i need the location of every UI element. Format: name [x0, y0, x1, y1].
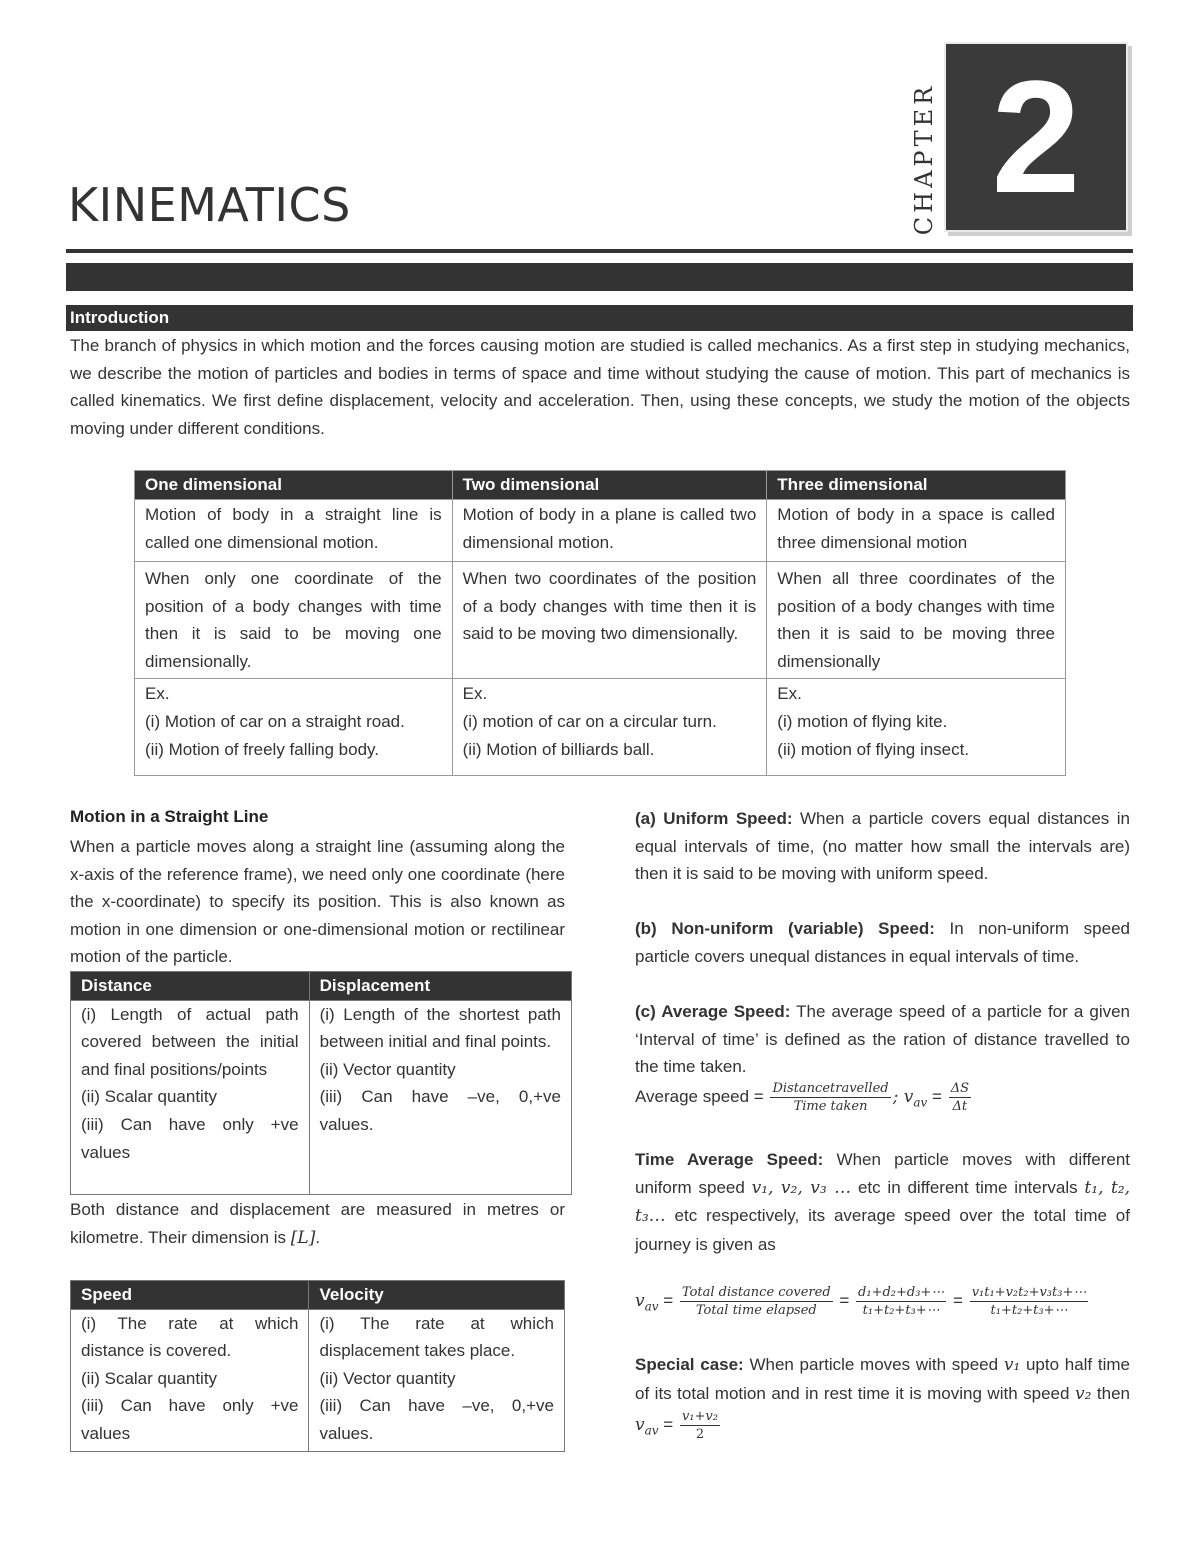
introduction-text: The branch of physics in which motion and the forces causing motion are studied is called mechanics. As a first step in studying mechanics, we describe the motion of particles and bodies in terms of space and time without studying the cause of motion. This part of mechanics is called kinematics. We first define displacement, velocity and acceleration. Then, using these concepts, we study the motion of the objects moving under different conditions. — [70, 336, 1130, 438]
table-cell: Motion of body in a space is called three dimensional motion — [767, 500, 1066, 562]
time-average-speed-text: Time Average Speed: When particle moves with different uniform speed v₁, v₂, v₃ … etc in different time intervals t₁, t₂, t₃… etc respectively, its average speed over the total time of journey is given as — [635, 1150, 1131, 1254]
table-cell: When all three coordinates of the position of a body changes with time then it is said to be moving three dimensionally — [767, 562, 1066, 679]
uniform-speed-text: (a) Uniform Speed: When a particle covers equal distances in equal intervals of time, (no matter how small the intervals are) then it is said to be moving with uniform speed. — [635, 809, 1130, 884]
table-header: Distance — [71, 972, 310, 1001]
measurement-note: Both distance and displacement are measured in metres or kilometre. Their dimension is [L]. — [70, 1200, 565, 1248]
example-cell: Ex. (i) motion of car on a circular turn. (ii) Motion of billiards ball. — [452, 679, 767, 776]
header-band — [66, 263, 1133, 291]
fraction: $\frac{\text{v₁t₁+v₂t₂+v₃t₃+⋯}}{\text{t₁+t₂+t₃+⋯}}$ — [971, 1285, 1087, 1318]
dimensions-table — [134, 470, 1066, 776]
table-header: Velocity — [309, 1281, 565, 1310]
fraction: $\frac{\Delta S}{\Delta t}$ — [950, 1081, 969, 1114]
chapter-label: CHAPTER — [910, 82, 938, 236]
chapter-number-badge: 2 — [944, 42, 1128, 232]
header-rule — [66, 249, 1133, 253]
table-cell: Motion of body in a straight line is called one dimensional motion. — [135, 500, 453, 562]
fraction: $\frac{\text{v₁+v₂}}{2}$ — [681, 1409, 718, 1443]
table-header: Three dimensional — [767, 471, 1066, 500]
table-row — [71, 1000, 572, 1194]
straight-line-heading: Motion in a Straight Line — [70, 807, 269, 826]
table-header: Two dimensional — [452, 471, 767, 500]
table-cell: (i) Length of the shortest path between initial and final points. (ii) Vector quantity (iii) Can have –ve, 0,+ve values. — [309, 1000, 571, 1194]
table-row — [71, 1309, 565, 1451]
fraction: $\frac{\text{d₁+d₂+d₃+⋯}}{\text{t₁+t₂+t₃+⋯}}$ — [858, 1285, 945, 1318]
introduction-heading: Introduction — [66, 305, 1133, 331]
table-header: Displacement — [309, 972, 571, 1001]
vav-formula: $v_{av}$ = $\frac{\text{Total distance covered}}{\text{Total time elapsed}}$ = $\frac{\text{d₁+d₂+d₃+⋯}}{\text{t₁+t₂+t₃+⋯}}$ = $\frac{\text{v₁t₁+v₂t₂+v₃t₃+⋯}}{\text{t₁+t₂+t₃+⋯}}$ — [635, 1285, 1087, 1318]
speed-velocity-table — [70, 1280, 565, 1452]
table-cell: Motion of body in a plane is called two dimensional motion. — [452, 500, 767, 562]
table-cell: (i) Length of actual path covered between the initial and final positions/points (ii) Scalar quantity (iii) Can have only +ve values — [71, 1000, 310, 1194]
table-header: One dimensional — [135, 471, 453, 500]
average-speed-formula: Average speed = $\frac{\text{Distancetravelled}}{\text{Time taken}}$ ; $v_{av}$ = $\frac{\Delta S}{\Delta t}$ — [635, 1081, 969, 1114]
table-row — [135, 500, 1066, 562]
average-speed-text: (c) Average Speed: The average speed of a particle for a given ‘Interval of time’ is defined as the ration of distance travelled to the time taken. — [635, 1002, 1131, 1077]
special-case-text: Special case: When particle moves with speed v₁ upto half time of its total motion and in rest time it is moving with speed v₂ then $v_{av}$ = $\frac{\text{v₁+v₂}}{2}$ — [635, 1355, 1130, 1443]
fraction: $\frac{\text{Total distance covered}}{\text{Total time elapsed}}$ — [681, 1285, 831, 1318]
distance-displacement-table — [70, 971, 572, 1195]
nonuniform-speed-text: (b) Non-uniform (variable) Speed: In non-uniform speed particle covers unequal distances in equal intervals of time. — [635, 919, 1130, 966]
example-cell: Ex. (i) Motion of car on a straight road. (ii) Motion of freely falling body. — [135, 679, 453, 776]
table-cell: When only one coordinate of the position of a body changes with time then it is said to be moving one dimensionally. — [135, 562, 453, 679]
table-row — [135, 562, 1066, 679]
table-header: Speed — [71, 1281, 309, 1310]
page-title: KINEMATICS — [68, 178, 351, 232]
fraction: $\frac{\text{Distancetravelled}}{\text{Time taken}}$ — [772, 1081, 889, 1114]
straight-line-text: When a particle moves along a straight line (assuming along the x-axis of the reference frame), we need only one coordinate (here the x-coordinate) to specify its position. This is also known as motion in one dimension or one-dimensional motion or rectilinear motion of the particle. — [70, 837, 565, 967]
table-cell: When two coordinates of the position of a body changes with time then it is said to be moving two dimensionally. — [452, 562, 767, 679]
table-row — [135, 679, 1066, 776]
table-cell: (i) The rate at which displacement takes place. (ii) Vector quantity (iii) Can have –ve, 0,+ve values. — [309, 1309, 565, 1451]
table-cell: (i) The rate at which distance is covered. (ii) Scalar quantity (iii) Can have only +ve values — [71, 1309, 309, 1451]
example-cell: Ex. (i) motion of flying kite. (ii) motion of flying insect. — [767, 679, 1066, 776]
